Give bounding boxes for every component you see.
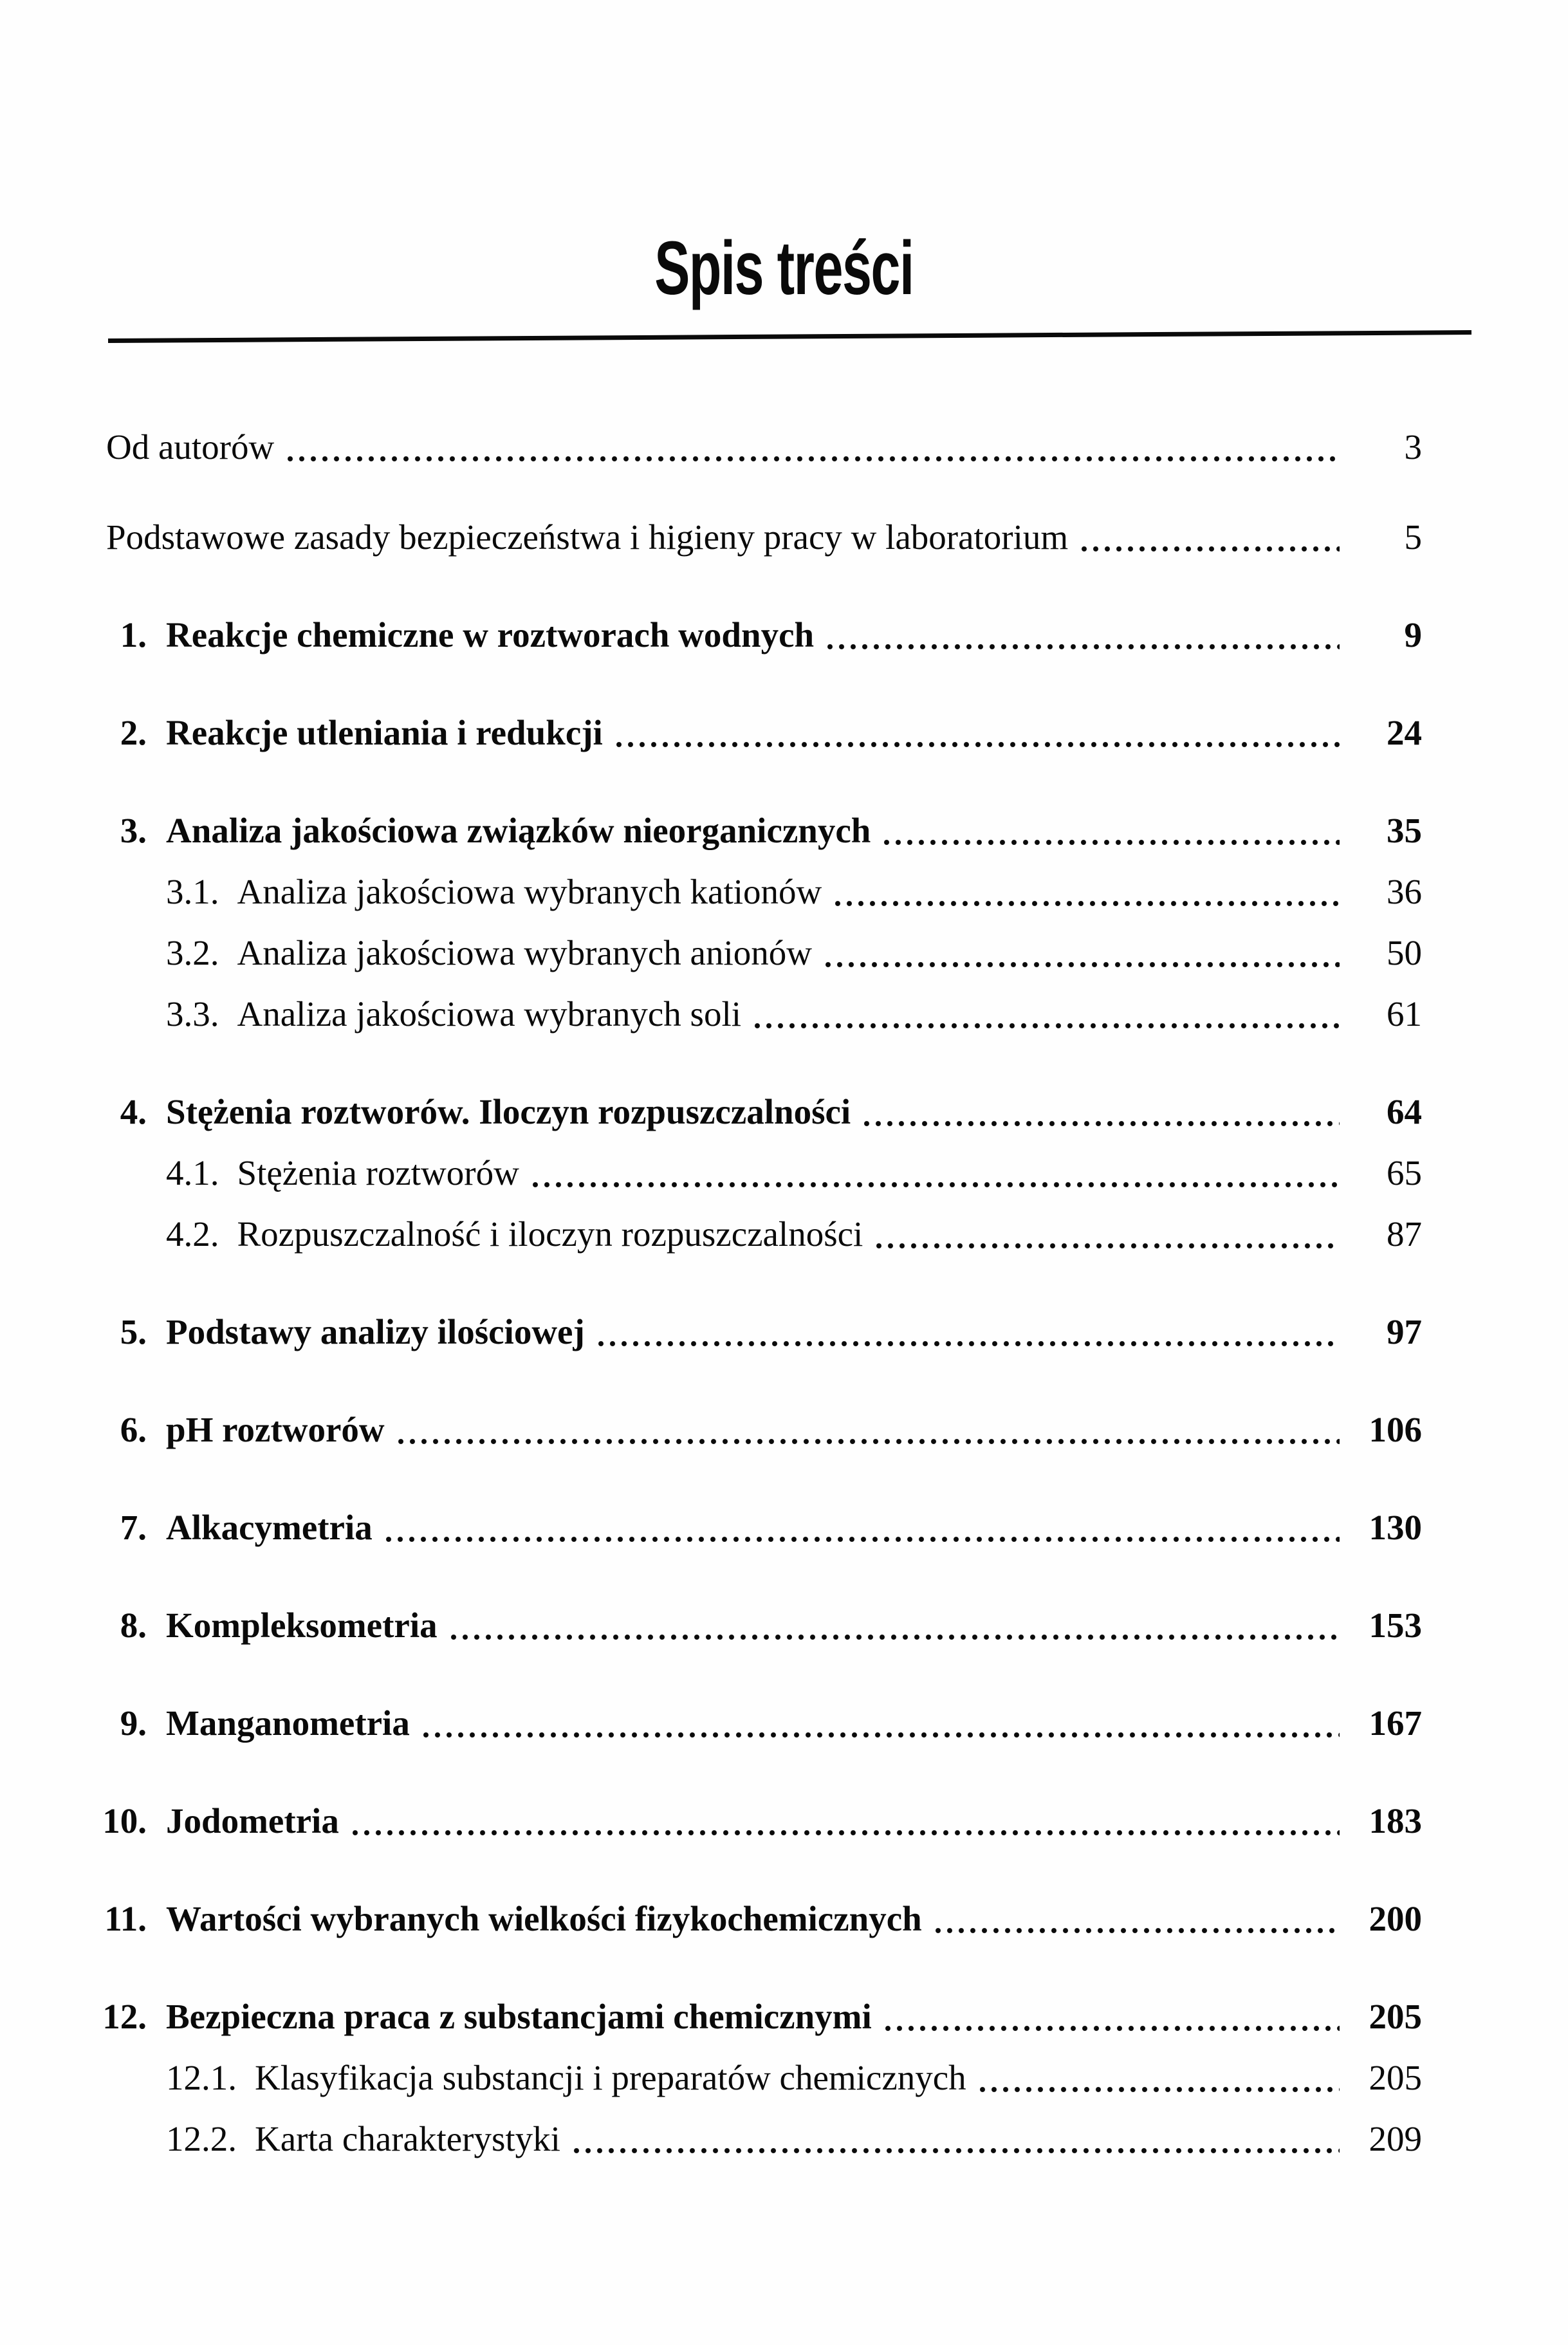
toc-entry-sub-12-2 bbox=[98, 2119, 1422, 2159]
entry-page-number: 24 bbox=[1387, 713, 1422, 752]
toc-entry-ch-1 bbox=[98, 615, 1422, 655]
entry-number: 10. bbox=[102, 1801, 147, 1840]
dotted-leader bbox=[448, 1634, 1340, 1640]
entry-number: 3. bbox=[120, 811, 147, 850]
entry-title: Klasyfikacja substancji i preparatów chemicznych bbox=[255, 2058, 966, 2097]
entry-title: Od autorów bbox=[106, 427, 275, 467]
dotted-leader bbox=[420, 1732, 1340, 1738]
entry-number: 8. bbox=[120, 1606, 147, 1645]
dotted-leader bbox=[822, 961, 1340, 968]
entry-page-number: 65 bbox=[1387, 1153, 1422, 1192]
entry-title: Analiza jakościowa związków nieorganicznych bbox=[166, 811, 871, 850]
entry-title: Podstawy analizy ilościowej bbox=[166, 1312, 585, 1351]
entry-page-number: 5 bbox=[1404, 517, 1422, 557]
toc-entry-ch-5 bbox=[98, 1312, 1422, 1352]
dotted-leader bbox=[861, 1120, 1340, 1127]
dotted-leader bbox=[349, 1830, 1340, 1836]
entry-page-number: 130 bbox=[1369, 1508, 1422, 1547]
entry-number: 4.1. bbox=[166, 1153, 219, 1192]
page-title bbox=[0, 0, 1568, 329]
entry-page-number: 36 bbox=[1387, 872, 1422, 911]
dotted-leader bbox=[977, 2086, 1340, 2093]
entry-number: 3.3. bbox=[166, 994, 219, 1033]
entry-number: 2. bbox=[120, 713, 147, 752]
entry-page-number: 106 bbox=[1369, 1410, 1422, 1449]
entry-page-number: 153 bbox=[1369, 1606, 1422, 1645]
entry-title: Karta charakterystyki bbox=[255, 2119, 560, 2158]
entry-number: 5. bbox=[120, 1312, 147, 1351]
entry-page-number: 87 bbox=[1387, 1214, 1422, 1254]
entry-title: Reakcje utleniania i redukcji bbox=[166, 713, 603, 752]
dotted-leader bbox=[932, 1927, 1340, 1934]
entry-number: 3.2. bbox=[166, 933, 219, 972]
toc-entry-ch-11 bbox=[98, 1899, 1422, 1939]
entry-number: 12.1. bbox=[166, 2058, 237, 2097]
toc-list bbox=[0, 427, 1568, 2159]
entry-title: Rozpuszczalność i iloczyn rozpuszczalności bbox=[237, 1214, 863, 1254]
entry-page-number: 205 bbox=[1369, 1997, 1422, 2036]
toc-entry-sub-4-2 bbox=[98, 1214, 1422, 1254]
toc-entry-sub-3-1 bbox=[98, 872, 1422, 912]
title-underline bbox=[108, 330, 1471, 343]
dotted-leader bbox=[571, 2147, 1340, 2154]
entry-title: Analiza jakościowa wybranych soli bbox=[237, 994, 742, 1033]
dotted-leader bbox=[530, 1182, 1340, 1188]
dotted-leader bbox=[1078, 546, 1340, 552]
entry-page-number: 35 bbox=[1387, 811, 1422, 850]
page-title-text: Spis treści bbox=[654, 226, 914, 311]
toc-entry-sub-4-1 bbox=[98, 1153, 1422, 1193]
toc-entry-od-autorow bbox=[98, 427, 1422, 467]
dotted-leader bbox=[383, 1536, 1340, 1543]
entry-number: 9. bbox=[120, 1703, 147, 1743]
toc-entry-ch-7 bbox=[98, 1508, 1422, 1548]
toc-entry-sub-12-1 bbox=[98, 2058, 1422, 2098]
entry-number: 1. bbox=[120, 615, 147, 654]
dotted-leader bbox=[613, 741, 1340, 748]
toc-entry-bhp bbox=[98, 517, 1422, 557]
entry-number: 4. bbox=[120, 1092, 147, 1131]
entry-page-number: 167 bbox=[1369, 1703, 1422, 1743]
entry-title: pH roztworów bbox=[166, 1410, 385, 1449]
entry-title: Analiza jakościowa wybranych anionów bbox=[237, 933, 812, 972]
dotted-leader bbox=[882, 2025, 1340, 2032]
dotted-leader bbox=[595, 1340, 1340, 1347]
entry-page-number: 50 bbox=[1387, 933, 1422, 972]
toc-entry-sub-3-3 bbox=[98, 994, 1422, 1034]
toc-entry-ch-4 bbox=[98, 1092, 1422, 1132]
entry-page-number: 9 bbox=[1404, 615, 1422, 654]
entry-page-number: 209 bbox=[1369, 2119, 1422, 2158]
dotted-leader bbox=[395, 1438, 1340, 1445]
entry-number: 12.2. bbox=[166, 2119, 237, 2158]
toc-entry-ch-12 bbox=[98, 1997, 1422, 2037]
entry-title: Stężenia roztworów bbox=[237, 1153, 519, 1192]
entry-number: 11. bbox=[104, 1899, 147, 1938]
entry-title: Reakcje chemiczne w roztworach wodnych bbox=[166, 615, 815, 654]
entry-page-number: 200 bbox=[1369, 1899, 1422, 1938]
dotted-leader bbox=[873, 1243, 1340, 1249]
entry-number: 12. bbox=[102, 1997, 147, 2036]
dotted-leader bbox=[752, 1023, 1340, 1029]
entry-page-number: 97 bbox=[1387, 1312, 1422, 1351]
entry-title: Stężenia roztworów. Iloczyn rozpuszczalności bbox=[166, 1092, 851, 1131]
dotted-leader bbox=[284, 456, 1340, 462]
toc-entry-ch-8 bbox=[98, 1606, 1422, 1645]
entry-title: Jodometria bbox=[166, 1801, 339, 1840]
entry-title: Manganometria bbox=[166, 1703, 410, 1743]
entry-number: 3.1. bbox=[166, 872, 219, 911]
entry-title: Bezpieczna praca z substancjami chemicznymi bbox=[166, 1997, 872, 2036]
entry-number: 6. bbox=[120, 1410, 147, 1449]
entry-title: Podstawowe zasady bezpieczeństwa i higieny pracy w laboratorium bbox=[106, 517, 1069, 557]
entry-page-number: 205 bbox=[1369, 2058, 1422, 2097]
toc-entry-ch-6 bbox=[98, 1410, 1422, 1450]
entry-title: Analiza jakościowa wybranych kationów bbox=[237, 872, 822, 911]
toc-entry-ch-3 bbox=[98, 811, 1422, 851]
dotted-leader bbox=[832, 900, 1340, 907]
entry-page-number: 3 bbox=[1404, 427, 1422, 467]
entry-page-number: 183 bbox=[1369, 1801, 1422, 1840]
entry-number: 4.2. bbox=[166, 1214, 219, 1254]
dotted-leader bbox=[824, 644, 1340, 650]
toc-entry-sub-3-2 bbox=[98, 933, 1422, 973]
entry-page-number: 61 bbox=[1387, 994, 1422, 1033]
entry-title: Wartości wybranych wielkości fizykochemicznych bbox=[166, 1899, 922, 1938]
entry-page-number: 64 bbox=[1387, 1092, 1422, 1131]
toc-entry-ch-9 bbox=[98, 1703, 1422, 1743]
toc-entry-ch-2 bbox=[98, 713, 1422, 753]
dotted-leader bbox=[881, 839, 1340, 846]
entry-title: Kompleksometria bbox=[166, 1606, 438, 1645]
entry-number: 7. bbox=[120, 1508, 147, 1547]
toc-entry-ch-10 bbox=[98, 1801, 1422, 1841]
entry-title: Alkacymetria bbox=[166, 1508, 373, 1547]
